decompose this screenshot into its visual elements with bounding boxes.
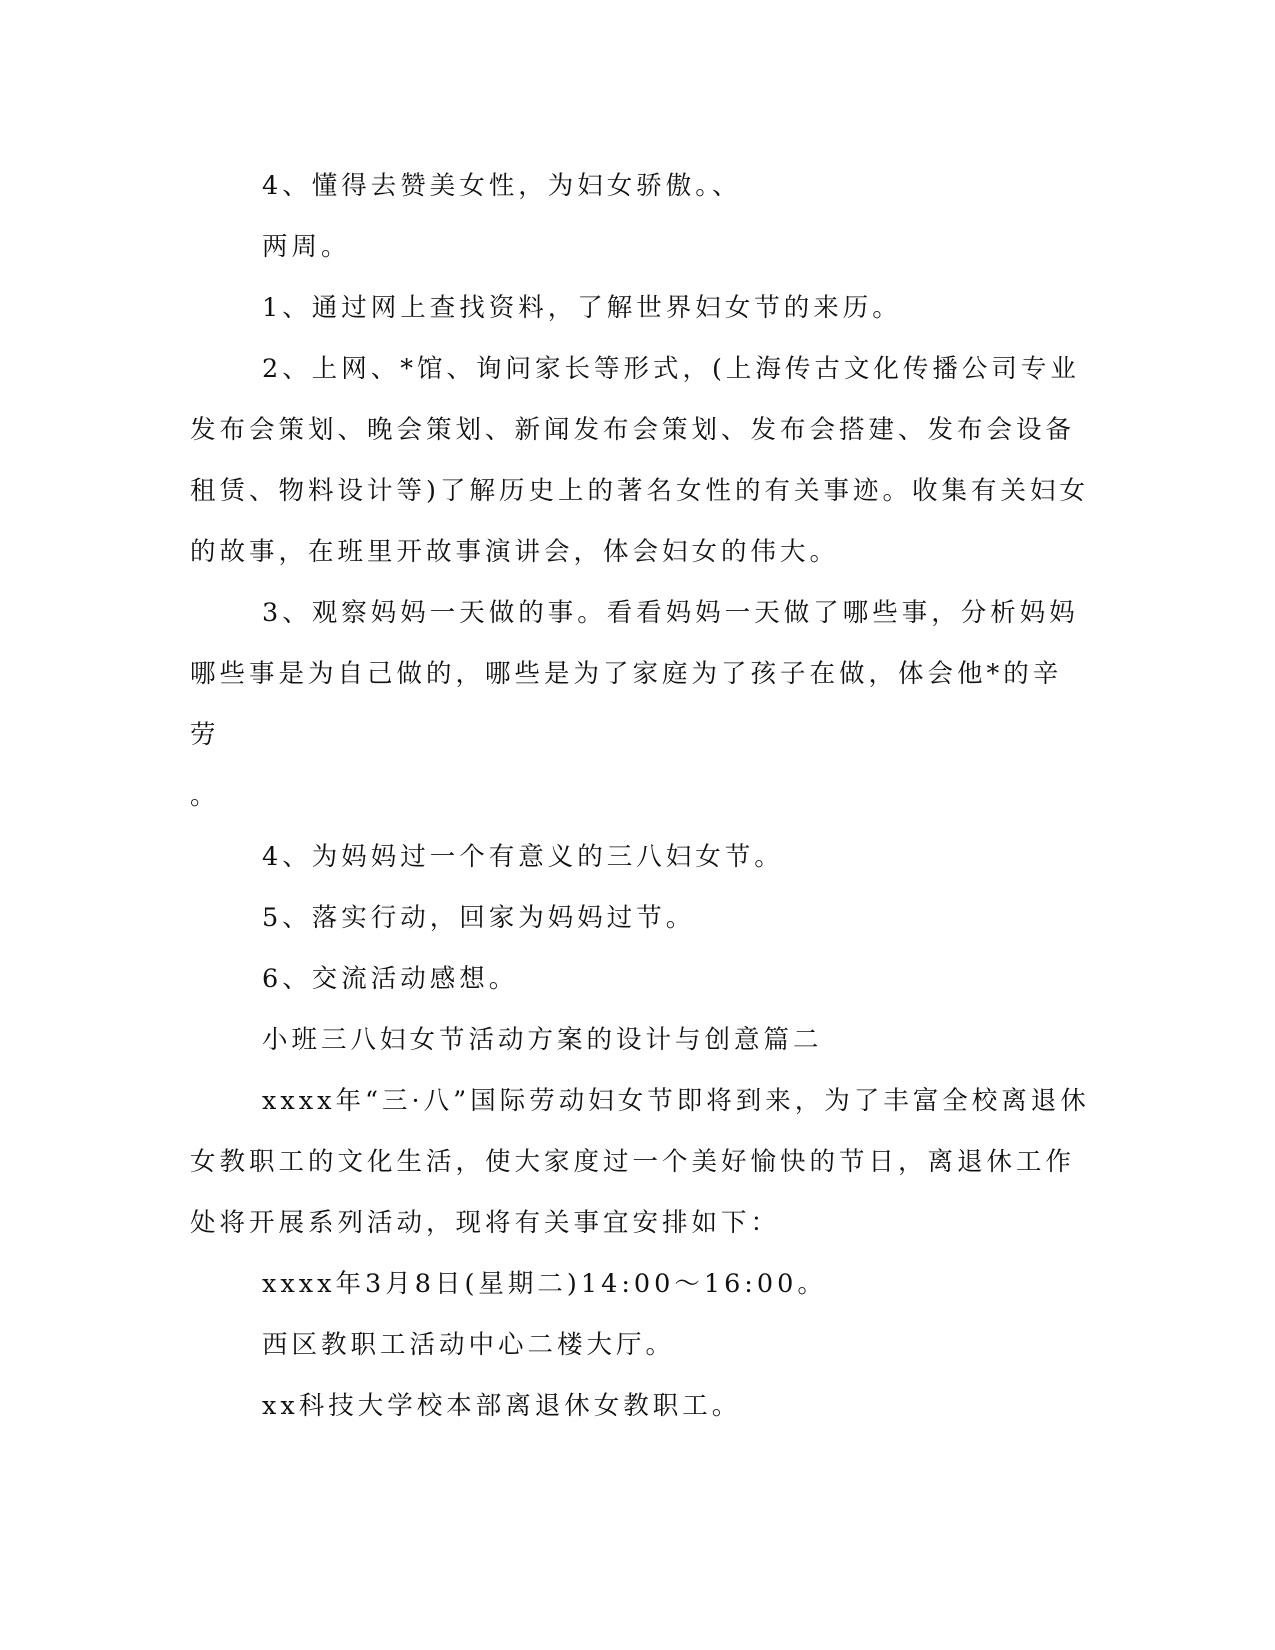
paragraph-step-4: 4、为妈妈过一个有意义的三八妇女节。 (262, 842, 784, 872)
paragraph-step-2: 2、上网、*馆、询问家长等形式，(上海传古文化传播公司专业发布会策划、晚会策划、新闻发布会策划、发布会搭建、发布会设备租赁、物料设计等)了解历史上的著名女性的有关事迹。收集有关妇女的故事，在班里开故事演讲会，体会妇女的伟大。 (190, 354, 1089, 567)
paragraph-time: xxxx年3月8日(星期二)14:00～16:00。 (262, 1269, 827, 1299)
paragraph-participants: xx科技大学校本部离退休女教职工。 (262, 1391, 742, 1421)
document-page (190, 156, 1090, 1437)
paragraph-step-5: 5、落实行动，回家为妈妈过节。 (262, 903, 696, 933)
section-heading: 小班三八妇女节活动方案的设计与创意篇二 (262, 1025, 823, 1055)
paragraph-step-6: 6、交流活动感想。 (262, 964, 519, 994)
paragraph-step-3-end: 。 (190, 781, 220, 811)
paragraph-duration: 两周。 (262, 232, 351, 262)
paragraph-step-3: 3、观察妈妈一天做的事。看看妈妈一天做了哪些事，分析妈妈哪些事是为自己做的，哪些是为了家庭为了孩子在做，体会他*的辛劳 (190, 598, 1079, 750)
paragraph-step-1: 1、通过网上查找资料，了解世界妇女节的来历。 (262, 293, 902, 323)
paragraph-intro: xxxx年“三·八”国际劳动妇女节即将到来，为了丰富全校离退休女教职工的文化生活，使大家度过一个美好愉快的节日，离退休工作处将开展系列活动，现将有关事宜安排如下： (190, 1086, 1090, 1238)
paragraph-goal-4: 4、懂得去赞美女性，为妇女骄傲。、 (262, 171, 742, 201)
paragraph-location: 西区教职工活动中心二楼大厅。 (262, 1330, 676, 1360)
